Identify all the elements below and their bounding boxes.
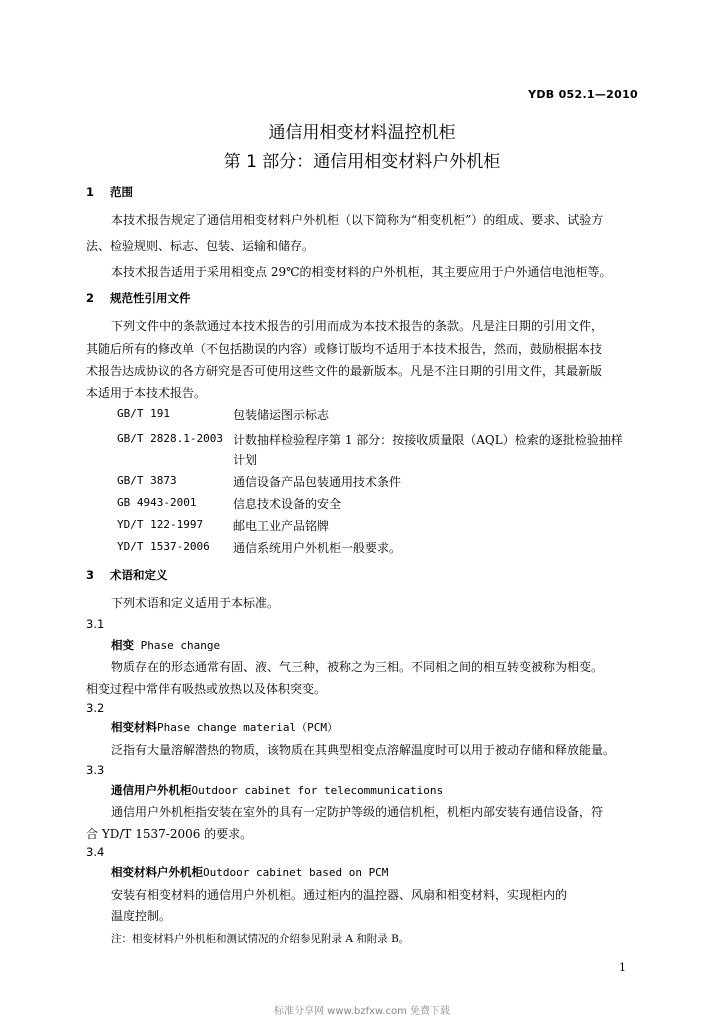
term-title <box>111 637 220 653</box>
paragraph-line: 下列术语和定义适用于本标准。 <box>111 596 280 610</box>
reference-title: 通信系统用户外机柜一般要求。 <box>233 541 402 555</box>
section-heading-normative-references <box>86 290 191 306</box>
reference-code: GB/T 3873 <box>117 474 177 487</box>
section-number: 1 <box>86 185 95 199</box>
term-english: Phase change material（PCM） <box>157 721 338 734</box>
paragraph-line: 本技术报告适用于采用相变点 29℃的相变材料的户外机柜，其主要应用于户外通信电池柜等。 <box>111 265 612 279</box>
term-english: Outdoor cabinet based on PCM <box>203 866 389 879</box>
reference-title: 通信设备产品包装通用技术条件 <box>233 475 402 489</box>
document-title: 通信用相变材料温控机柜 <box>268 123 456 143</box>
term-name: 通信用户外机柜 <box>111 783 192 797</box>
reference-code: GB/T 191 <box>117 407 170 420</box>
reference-title-continued: 计划 <box>233 453 258 467</box>
definition-line: 温度控制。 <box>111 909 172 923</box>
term-title <box>111 719 338 735</box>
term-number: 3.2 <box>86 701 105 715</box>
term-name: 相变材料 <box>111 720 157 734</box>
definition-line: 相变过程中常伴有吸热或放热以及体积突变。 <box>86 682 327 696</box>
paragraph-line: 其随后所有的修改单（不包括勘误的内容）或修订版均不适用于本技术报告，然而，鼓励根据本技 <box>86 342 603 356</box>
reference-code: GB/T 2828.1-2003 <box>117 432 223 445</box>
definition-line: 安装有相变材料的通信用户外机柜。通过柜内的温控器、风扇和相变材料，实现柜内的 <box>111 888 568 902</box>
paragraph-line: 本技术报告规定了通信用相变材料户外机柜（以下简称为“相变机柜”）的组成、要求、试验方 <box>111 213 604 227</box>
reference-code: GB 4943-2001 <box>117 496 197 509</box>
section-number: 2 <box>86 291 95 305</box>
definition-line: 合 YD/T 1537-2006 的要求。 <box>86 827 253 841</box>
section-title: 术语和定义 <box>110 568 168 582</box>
reference-code: YD/T 122-1997 <box>117 518 204 531</box>
reference-code: YD/T 1537-2006 <box>117 540 210 553</box>
term-number: 3.1 <box>86 617 105 631</box>
definition-line: 通信用户外机柜指安装在室外的具有一定防护等级的通信机柜，机柜内部安装有通信设备，符 <box>111 805 604 819</box>
document-number: YDB 052.1—2010 <box>528 88 638 101</box>
reference-title: 信息技术设备的安全 <box>233 497 342 511</box>
paragraph-line: 法、检验规则、标志、包装、运输和储存。 <box>86 239 315 253</box>
section-heading-terms <box>86 567 168 583</box>
paragraph-line: 下列文件中的条款通过本技术报告的引用而成为本技术报告的条款。凡是注日期的引用文件， <box>111 319 604 333</box>
section-title: 规范性引用文件 <box>110 291 191 305</box>
term-name: 相变材料户外机柜 <box>111 865 203 879</box>
paragraph-line: 本适用于本技术报告。 <box>86 386 207 400</box>
reference-title: 计数抽样检验程序第 1 部分：按接收质量限（AQL）检索的逐批检验抽样 <box>233 433 623 447</box>
definition-line: 物质存在的形态通常有固、液、气三种，被称之为三相。不同相之间的相互转变被称为相变。 <box>111 660 604 674</box>
section-number: 3 <box>86 568 95 582</box>
definition-line: 泛指有大量溶解潜热的物质，该物质在其典型相变点溶解温度时可以用于被动存储和释放能量。 <box>111 743 616 757</box>
term-number: 3.4 <box>86 845 105 859</box>
document-subtitle: 第 1 部分：通信用相变材料户外机柜 <box>223 152 501 172</box>
section-heading-scope <box>86 184 133 200</box>
term-english: Outdoor cabinet for telecommunications <box>191 784 444 797</box>
term-title <box>111 782 443 798</box>
term-name: 相变 <box>111 638 134 652</box>
paragraph-line: 术报告达成协议的各方研究是否可使用这些文件的最新版本。凡是不注日期的引用文件，其最新版 <box>86 364 603 378</box>
term-title <box>111 864 388 880</box>
page-number: 1 <box>619 961 626 974</box>
footer-watermark: 标准分享网 www.bzfxw.com 免费下载 <box>274 1006 450 1017</box>
section-title: 范围 <box>110 185 133 199</box>
term-number: 3.3 <box>86 763 105 777</box>
note: 注：相变材料户外机柜和测试情况的介绍参见附录 A 和附录 B。 <box>111 933 410 945</box>
reference-title: 邮电工业产品铭牌 <box>233 519 330 533</box>
reference-title: 包装储运图示标志 <box>233 408 330 422</box>
term-english: Phase change <box>134 639 221 652</box>
